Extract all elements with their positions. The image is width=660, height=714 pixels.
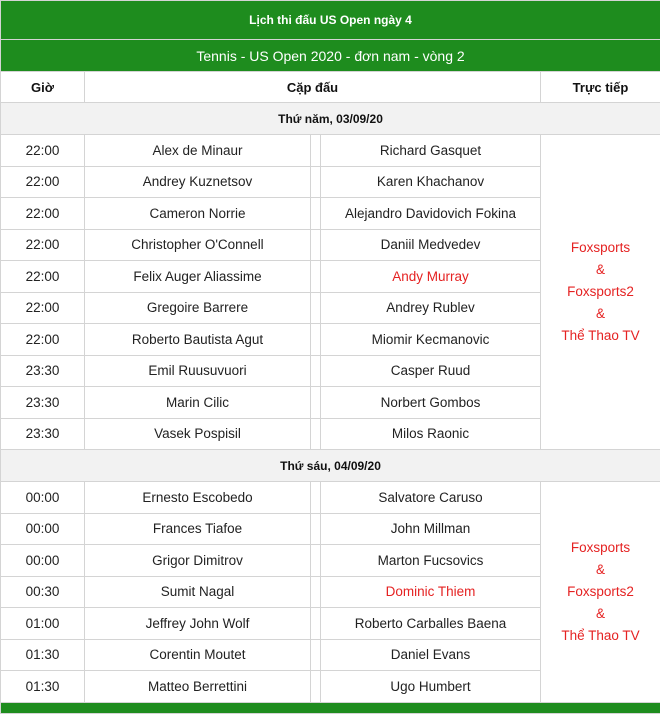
match-time: 23:30	[1, 387, 85, 419]
player-two: Milos Raonic	[321, 418, 541, 450]
broadcast-line: &	[541, 559, 660, 581]
player-one: Matteo Berrettini	[85, 671, 311, 703]
column-headers	[1, 72, 660, 103]
row-spacer	[311, 355, 321, 387]
player-one: Grigor Dimitrov	[85, 545, 311, 577]
header-live: Trực tiếp	[541, 72, 660, 103]
row-spacer	[311, 135, 321, 167]
broadcast-channels	[541, 135, 660, 450]
header-time: Giờ	[1, 72, 85, 103]
row-spacer	[311, 418, 321, 450]
row-spacer	[311, 229, 321, 261]
player-one: Corentin Moutet	[85, 639, 311, 671]
row-spacer	[311, 198, 321, 230]
header-match: Cặp đấu	[85, 72, 541, 103]
player-two: Ugo Humbert	[321, 671, 541, 703]
player-one: Cameron Norrie	[85, 198, 311, 230]
broadcast-line: Foxsports	[541, 537, 660, 559]
broadcast-line: Thể Thao TV	[541, 325, 660, 347]
player-two: Alejandro Davidovich Fokina	[321, 198, 541, 230]
broadcast-line: &	[541, 259, 660, 281]
player-one: Vasek Pospisil	[85, 418, 311, 450]
schedule-subtitle: Tennis - US Open 2020 - đơn nam - vòng 2	[1, 40, 660, 72]
player-one: Ernesto Escobedo	[85, 482, 311, 514]
player-one: Andrey Kuznetsov	[85, 166, 311, 198]
broadcast-line: &	[541, 303, 660, 325]
row-spacer	[311, 387, 321, 419]
player-one: Roberto Bautista Agut	[85, 324, 311, 356]
match-time: 22:00	[1, 198, 85, 230]
player-one: Gregoire Barrere	[85, 292, 311, 324]
broadcast-line: Foxsports2	[541, 281, 660, 303]
row-spacer	[311, 671, 321, 703]
player-two: Daniel Evans	[321, 639, 541, 671]
row-spacer	[311, 482, 321, 514]
match-time: 23:30	[1, 418, 85, 450]
match-time: 22:00	[1, 166, 85, 198]
match-time: 00:00	[1, 482, 85, 514]
broadcast-line: Foxsports	[541, 237, 660, 259]
match-time: 22:00	[1, 261, 85, 293]
row-spacer	[311, 324, 321, 356]
player-two: Richard Gasquet	[321, 135, 541, 167]
broadcast-line: &	[541, 603, 660, 625]
match-time: 00:00	[1, 545, 85, 577]
player-one: Jeffrey John Wolf	[85, 608, 311, 640]
player-two: Marton Fucsovics	[321, 545, 541, 577]
match-time: 01:30	[1, 639, 85, 671]
player-two: Karen Khachanov	[321, 166, 541, 198]
match-time: 01:00	[1, 608, 85, 640]
broadcast-channels	[541, 482, 660, 703]
player-one: Sumit Nagal	[85, 576, 311, 608]
player-two: Casper Ruud	[321, 355, 541, 387]
match-row	[1, 482, 660, 514]
row-spacer	[311, 166, 321, 198]
row-spacer	[311, 576, 321, 608]
row-spacer	[311, 513, 321, 545]
match-time: 22:00	[1, 229, 85, 261]
player-two: Dominic Thiem	[321, 576, 541, 608]
player-one: Marin Cilic	[85, 387, 311, 419]
match-time: 00:30	[1, 576, 85, 608]
broadcast-line: Foxsports2	[541, 581, 660, 603]
player-one: Emil Ruusuvuori	[85, 355, 311, 387]
player-two: Norbert Gombos	[321, 387, 541, 419]
date-label: Thứ sáu, 04/09/20	[1, 450, 660, 482]
player-one: Christopher O'Connell	[85, 229, 311, 261]
schedule-title: Lịch thi đấu US Open ngày 4	[1, 1, 660, 40]
player-one: Alex de Minaur	[85, 135, 311, 167]
player-two: Andrey Rublev	[321, 292, 541, 324]
broadcast-line: Thể Thao TV	[541, 625, 660, 647]
match-time: 01:30	[1, 671, 85, 703]
match-row	[1, 135, 660, 167]
row-spacer	[311, 292, 321, 324]
row-spacer	[311, 608, 321, 640]
date-row	[1, 103, 660, 135]
player-one: Felix Auger Aliassime	[85, 261, 311, 293]
next-section-bar	[1, 702, 660, 713]
date-label: Thứ năm, 03/09/20	[1, 103, 660, 135]
match-time: 22:00	[1, 292, 85, 324]
match-time: 00:00	[1, 513, 85, 545]
player-two: Miomir Kecmanovic	[321, 324, 541, 356]
date-row	[1, 450, 660, 482]
player-two: Daniil Medvedev	[321, 229, 541, 261]
match-time: 22:00	[1, 324, 85, 356]
row-spacer	[311, 545, 321, 577]
row-spacer	[311, 639, 321, 671]
player-two: John Millman	[321, 513, 541, 545]
player-two: Roberto Carballes Baena	[321, 608, 541, 640]
row-spacer	[311, 261, 321, 293]
next-section-bar-cell	[1, 702, 660, 713]
player-two: Andy Murray	[321, 261, 541, 293]
player-one: Frances Tiafoe	[85, 513, 311, 545]
player-two: Salvatore Caruso	[321, 482, 541, 514]
match-time: 22:00	[1, 135, 85, 167]
match-time: 23:30	[1, 355, 85, 387]
